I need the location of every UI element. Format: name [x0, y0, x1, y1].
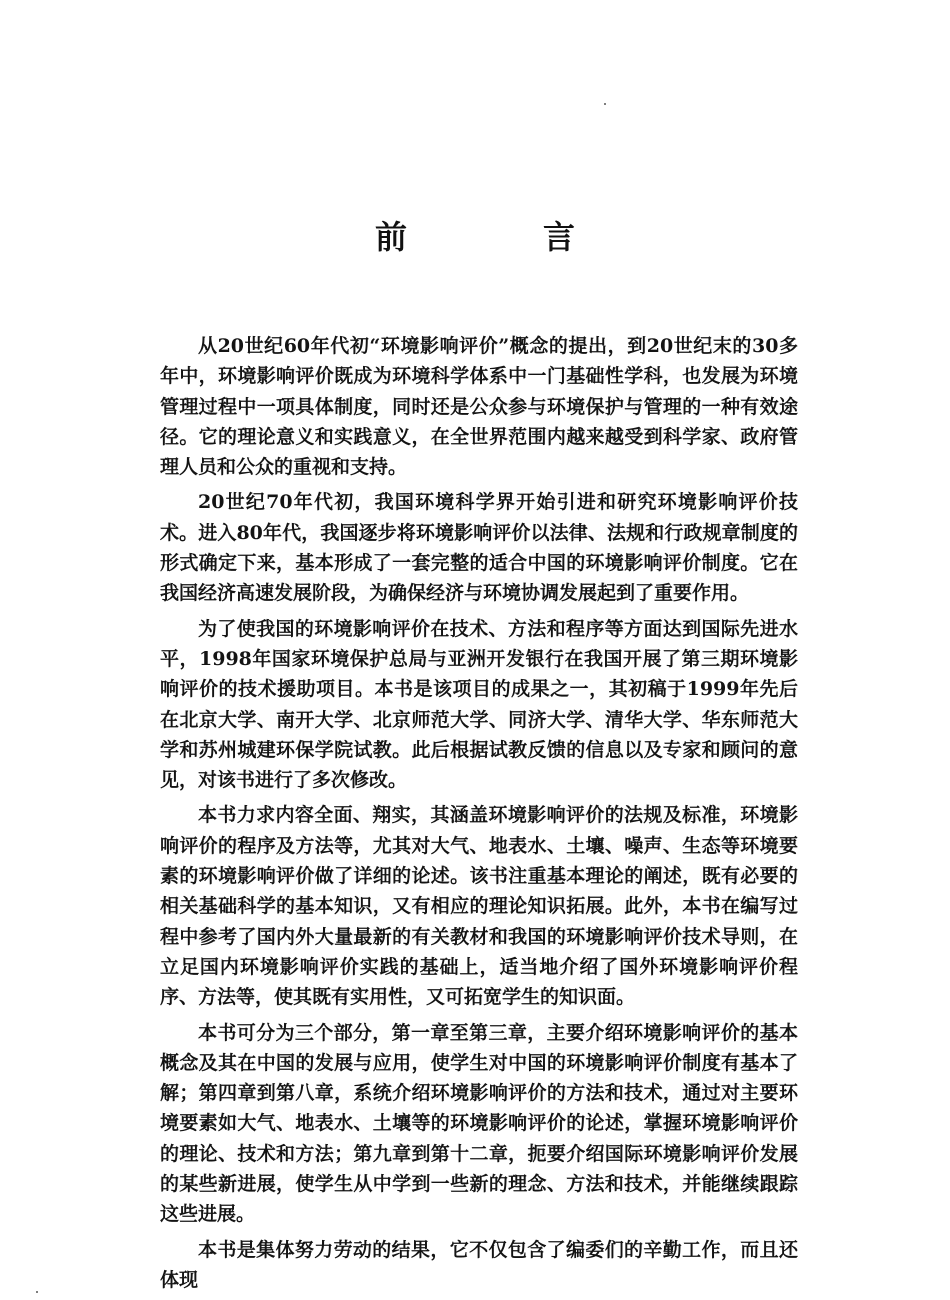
paragraph: 20世纪70年代初，我国环境科学界开始引进和研究环境影响评价技术。进入80年代，我国逐步将环境影响评价以法律、法规和行政规章制度的形式确定下来，基本形成了一套完整的适合中国的环境影响评价制度。它在我国经济高速发展阶段，为确保经济与环境协调发展起到了重要作用。 — [160, 491, 798, 605]
paragraph: 本书是集体努力劳动的结果，它不仅包含了编委们的辛勤工作，而且还体现 — [160, 1238, 798, 1291]
scan-speck — [36, 1291, 38, 1293]
paragraph: 本书力求内容全面、翔实，其涵盖环境影响评价的法规及标准，环境影响评价的程序及方法等，尤其对大气、地表水、土壤、噪声、生态等环境要素的环境影响评价做了详细的论述。该书注重基本理论的阐述，既有必要的相关基础科学的基本知识，又有相应的理论知识拓展。此外，本书在编写过程中参考了国内外大量最新的有关教材和我国的环境影响评价技术导则，在立足国内环境影响评价实践的基础上，适当地介绍了国外环境影响评价程序、方法等，使其既有实用性，又可拓宽学生的知识面。 — [160, 804, 798, 1009]
paragraph: 本书可分为三个部分，第一章至第三章，主要介绍环境影响评价的基本概念及其在中国的发展与应用，使学生对中国的环境影响评价制度有基本了解；第四章到第八章，系统介绍环境影响评价的方法和技术，通过对主要环境要素如大气、地表水、土壤等的环境影响评价的论述，掌握环境影响评价的理论、技术和方法；第九章到第十二章，扼要介绍国际环境影响评价发展的某些新进展，使学生从中学到一些新的理念、方法和技术，并能继续跟踪这些进展。 — [160, 1021, 798, 1226]
scan-speck — [604, 103, 606, 105]
page-title: 前 言 — [374, 218, 627, 256]
paragraph: 为了使我国的环境影响评价在技术、方法和程序等方面达到国际先进水平，1998年国家环境保护总局与亚洲开发银行在我国开展了第三期环境影响评价的技术援助项目。本书是该项目的成果之一，其初稿于1999年先后在北京大学、南开大学、北京师范大学、同济大学、清华大学、华东师范大学和苏州城建环保学院试教。此后根据试教反馈的信息以及专家和顾问的意见，对该书进行了多次修改。 — [160, 617, 798, 792]
preface-body — [160, 331, 798, 1300]
paragraph: 从20世纪60年代初“环境影响评价”概念的提出，到20世纪末的30多年中，环境影响评价既成为环境科学体系中一门基础性学科，也发展为环境管理过程中一项具体制度，同时还是公众参与环境保护与管理的一种有效途径。它的理论意义和实践意义，在全世界范围内越来越受到科学家、政府管理人员和公众的重视和支持。 — [160, 335, 798, 479]
